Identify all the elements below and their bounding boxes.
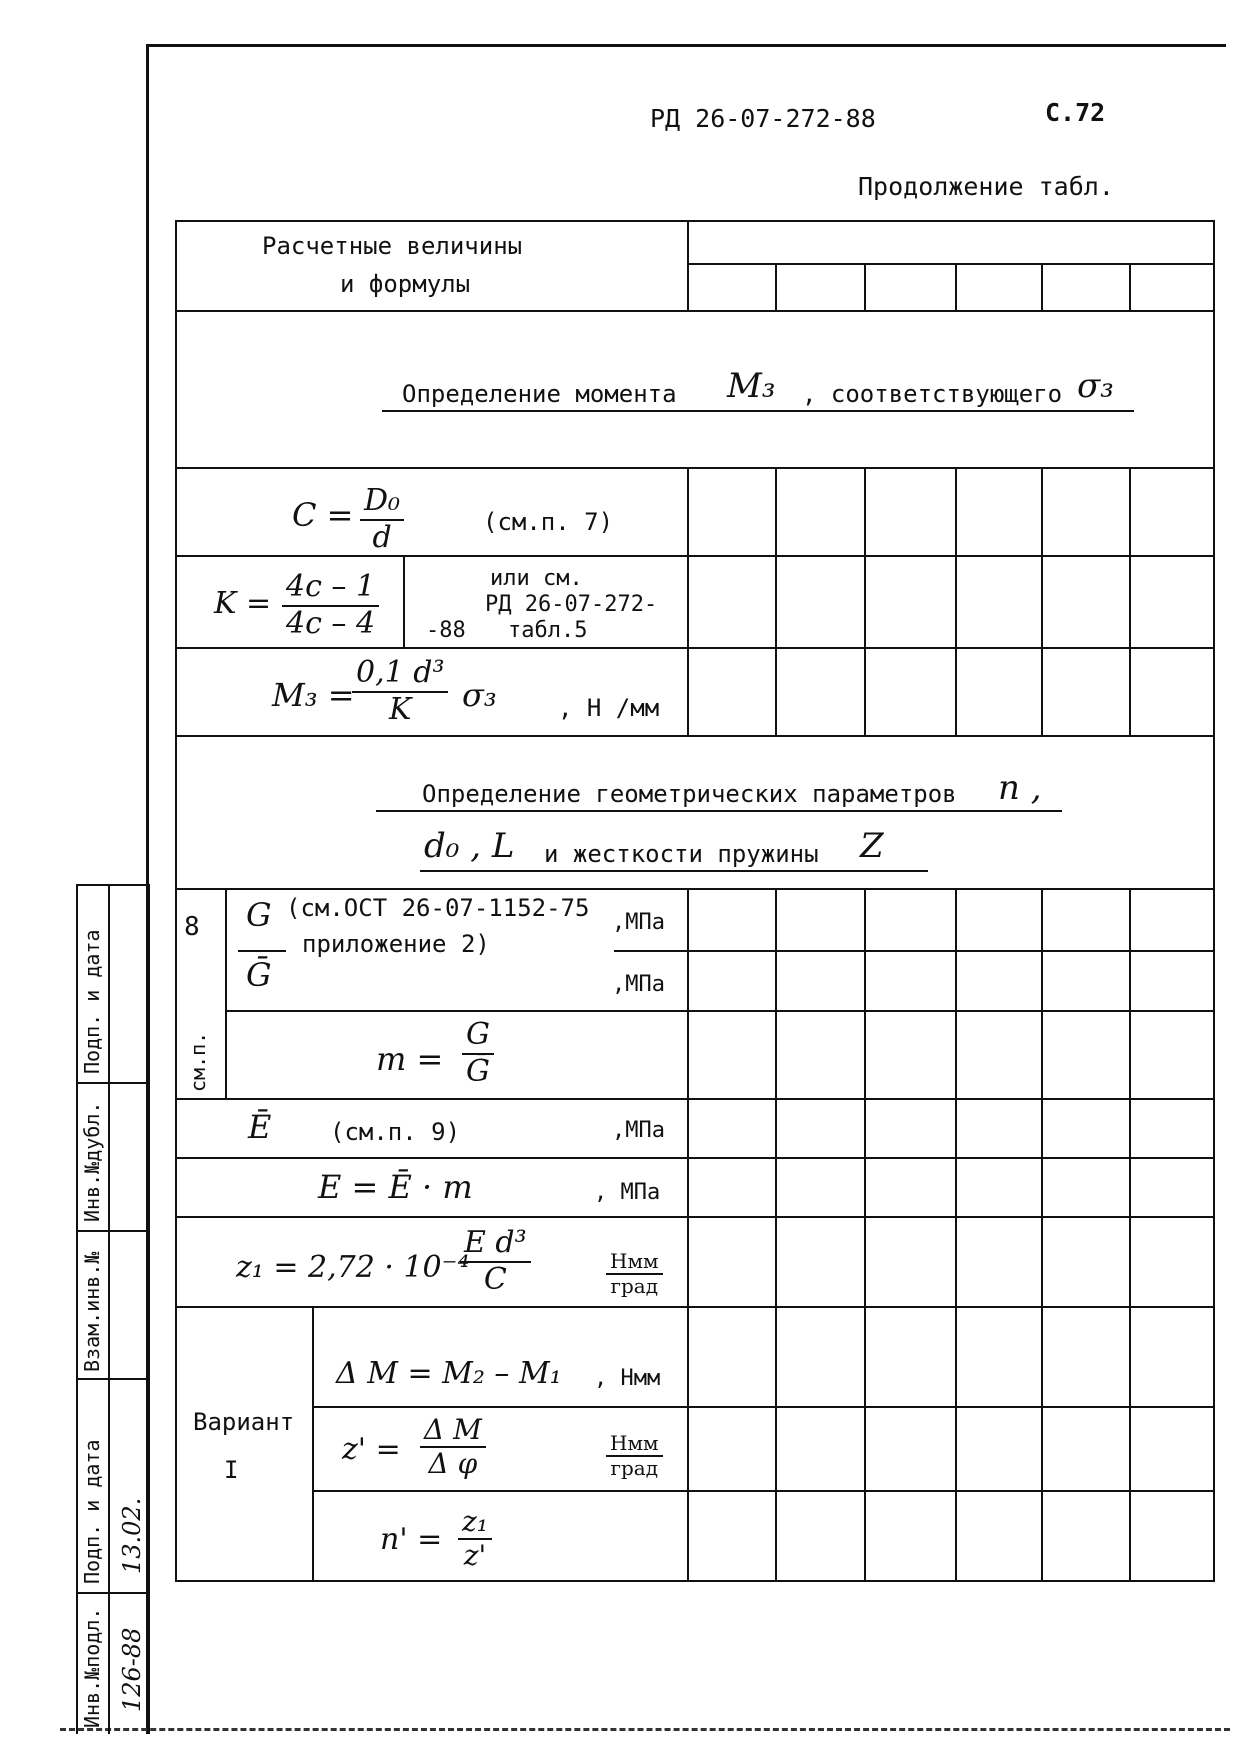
grid-line <box>175 735 1215 737</box>
row-z1-unit <box>606 1250 663 1298</box>
row-k-num: 4c – 1 <box>282 570 379 607</box>
row-zp-unit-den: град <box>610 1456 659 1480</box>
row-m3-den: K <box>389 691 412 727</box>
row-ebar-note: (см.п. 9) <box>330 1118 461 1146</box>
row-m3-num: 0,1 d³ <box>352 656 448 693</box>
section1-suffix: , соответствующего <box>802 380 1063 408</box>
row-m-den: Ḡ <box>466 1053 490 1089</box>
row-k-alt1: или см. <box>490 566 583 591</box>
row-z1-lhs: z₁ = 2,72 · 10⁻⁴ <box>236 1250 470 1285</box>
stamp-line <box>76 1230 146 1232</box>
row-zp-fraction <box>420 1414 486 1480</box>
table-right-line <box>1213 220 1215 1582</box>
row-g-ref1: (см.ОСТ 26-07-1152-75 <box>286 894 590 922</box>
grid-line <box>175 1157 1215 1159</box>
section2-line1-symbol: n , <box>998 768 1042 808</box>
grid-line <box>175 1098 1215 1100</box>
table-top-line <box>175 220 1215 222</box>
grid-line <box>687 220 689 312</box>
row-g-symbol: G <box>246 896 272 934</box>
stamp-dup-inv: Инв.№дубл. <box>80 1101 104 1222</box>
row-m-num: G <box>462 1018 494 1055</box>
row-k-alt2: РД 26-07-272- <box>485 592 658 617</box>
section1-symbol-sigma: σ₃ <box>1077 366 1114 406</box>
grid-line <box>175 647 1215 649</box>
row-c-num: D₀ <box>360 484 404 521</box>
stamp-replace-inv: Взам.инв.№ <box>80 1251 104 1372</box>
row-k-den: 4c – 4 <box>286 605 376 641</box>
grid-line <box>687 263 1215 265</box>
row-c-lhs: C = <box>292 496 354 534</box>
grid-line <box>864 467 866 737</box>
row-c-note: (см.п. 7) <box>483 508 614 536</box>
row-e-unit: , МПа <box>594 1180 661 1205</box>
column-header-line1: Расчетные величины <box>262 232 523 260</box>
grid-line <box>312 1406 1215 1408</box>
grid-line <box>1129 263 1131 311</box>
row-m3-unit: , Н /мм <box>558 694 660 722</box>
row-g-unit1: ,МПа <box>612 910 665 935</box>
column-header-line2: и формулы <box>340 270 471 298</box>
row-zp-unit <box>606 1432 663 1480</box>
grid-line <box>687 888 689 1580</box>
continuation-label: Продолжение табл. <box>858 172 1114 201</box>
grid-line <box>1041 467 1043 737</box>
row-np-den: z' <box>463 1539 487 1573</box>
grid-line <box>175 888 1215 890</box>
row-c-fraction <box>360 484 404 555</box>
grid-line <box>1041 263 1043 311</box>
grid-line <box>955 467 957 737</box>
stamp-sign-date-1: Подп. и дата <box>80 929 104 1074</box>
stamp-line <box>76 1082 146 1084</box>
section2-line2-symbols: d₀ , L <box>424 826 515 866</box>
row-k-fraction <box>282 570 379 641</box>
section2-line1-text: Определение геометрических параметров <box>422 780 957 808</box>
row-np-fraction <box>458 1506 492 1572</box>
page-frame-top <box>146 44 1226 47</box>
section2-line2-symbol: Z <box>860 826 884 866</box>
row-ebar-unit: ,МПа <box>612 1118 665 1143</box>
grid-line <box>175 1216 1215 1218</box>
table-left-line <box>175 220 177 1582</box>
row-m-lhs: m = <box>376 1040 444 1078</box>
row-k-lhs: K = <box>214 586 272 621</box>
grid-line <box>225 1010 1215 1012</box>
row-k-alt4: табл.5 <box>508 618 588 643</box>
stamp-line <box>76 884 146 886</box>
grid-line <box>175 467 1215 469</box>
row-zp-unit-num: Нмм <box>606 1432 663 1457</box>
grid-line <box>403 555 405 647</box>
section2-title-line2 <box>420 826 928 872</box>
row-m-fraction <box>462 1018 494 1089</box>
side-ref-number: 8 <box>184 912 200 942</box>
grid-line <box>175 1306 1215 1308</box>
doc-code: РД 26-07-272-88 <box>650 104 876 133</box>
row-zp-den: Δ φ <box>428 1447 478 1481</box>
grid-line <box>225 888 227 1098</box>
grid-line <box>775 467 777 737</box>
section1-symbol-m: M₃ <box>727 366 776 406</box>
section1-title <box>382 366 1134 412</box>
grid-line <box>1129 467 1131 737</box>
grid-line <box>1129 888 1131 1580</box>
grid-line <box>175 555 1215 557</box>
grid-line <box>312 1306 314 1580</box>
section1-title-text: Определение момента <box>402 380 677 408</box>
row-z1-fraction <box>460 1226 531 1297</box>
row-np-num: z₁ <box>458 1506 492 1540</box>
row-g-ref2: приложение 2) <box>302 930 490 958</box>
stamp-sign-date-2: Подп. и дата <box>80 1439 104 1584</box>
grid-line <box>175 310 1215 312</box>
row-dm-unit: , Нмм <box>594 1366 661 1391</box>
row-m3-sigma: σ₃ <box>462 676 497 714</box>
variant-label: Вариант <box>193 1408 295 1436</box>
stamp-line <box>76 1378 146 1380</box>
page-frame-bottom <box>60 1728 1230 1731</box>
variant-number: I <box>224 1456 239 1484</box>
grid-line <box>775 263 777 311</box>
page-number: С.72 <box>1045 98 1106 127</box>
grid-line <box>864 263 866 311</box>
grid-line <box>775 888 777 1580</box>
row-m3-lhs: M₃ = <box>272 676 355 714</box>
row-g-bar-symbol: Ḡ <box>246 956 272 994</box>
row-zp-lhs: z' = <box>342 1432 401 1467</box>
row-c-den: d <box>372 519 392 555</box>
row-dm-formula: Δ M = M₂ – M₁ <box>336 1356 562 1391</box>
grid-line <box>864 888 866 1580</box>
row-g-fraction-line <box>238 950 286 952</box>
stamp-orig-inv: Инв.№подл. <box>80 1607 104 1728</box>
grid-line <box>312 1490 1215 1492</box>
row-zp-num: Δ M <box>420 1414 486 1448</box>
table-bottom-line <box>175 1580 1215 1582</box>
section2-title-line1 <box>376 768 1062 812</box>
row-ebar-symbol: Ē <box>248 1108 272 1146</box>
stamp-line <box>76 1592 146 1594</box>
row-z1-den: C <box>483 1261 507 1297</box>
stamp-handwritten-date: 13.02. <box>118 1497 146 1574</box>
row-g-unit2: ,МПа <box>612 972 665 997</box>
side-ref-label: см.п. <box>186 1031 210 1092</box>
row-k-alt3: -88 <box>426 618 466 643</box>
grid-line <box>955 263 957 311</box>
grid-line <box>614 950 1215 952</box>
row-z1-unit-num: Нмм <box>606 1250 663 1275</box>
section2-line2-text: и жесткости пружины <box>544 840 819 868</box>
grid-line <box>955 888 957 1580</box>
stamp-divider <box>108 884 110 1734</box>
row-z1-num: E d³ <box>460 1226 531 1263</box>
row-z1-unit-den: град <box>610 1274 659 1298</box>
row-m3-fraction <box>352 656 448 727</box>
row-e-formula: E = Ē · m <box>318 1168 473 1206</box>
stamp-handwritten-inv: 126-88 <box>118 1627 146 1712</box>
grid-line <box>687 467 689 737</box>
grid-line <box>1041 888 1043 1580</box>
row-np-lhs: n' = <box>380 1522 443 1557</box>
